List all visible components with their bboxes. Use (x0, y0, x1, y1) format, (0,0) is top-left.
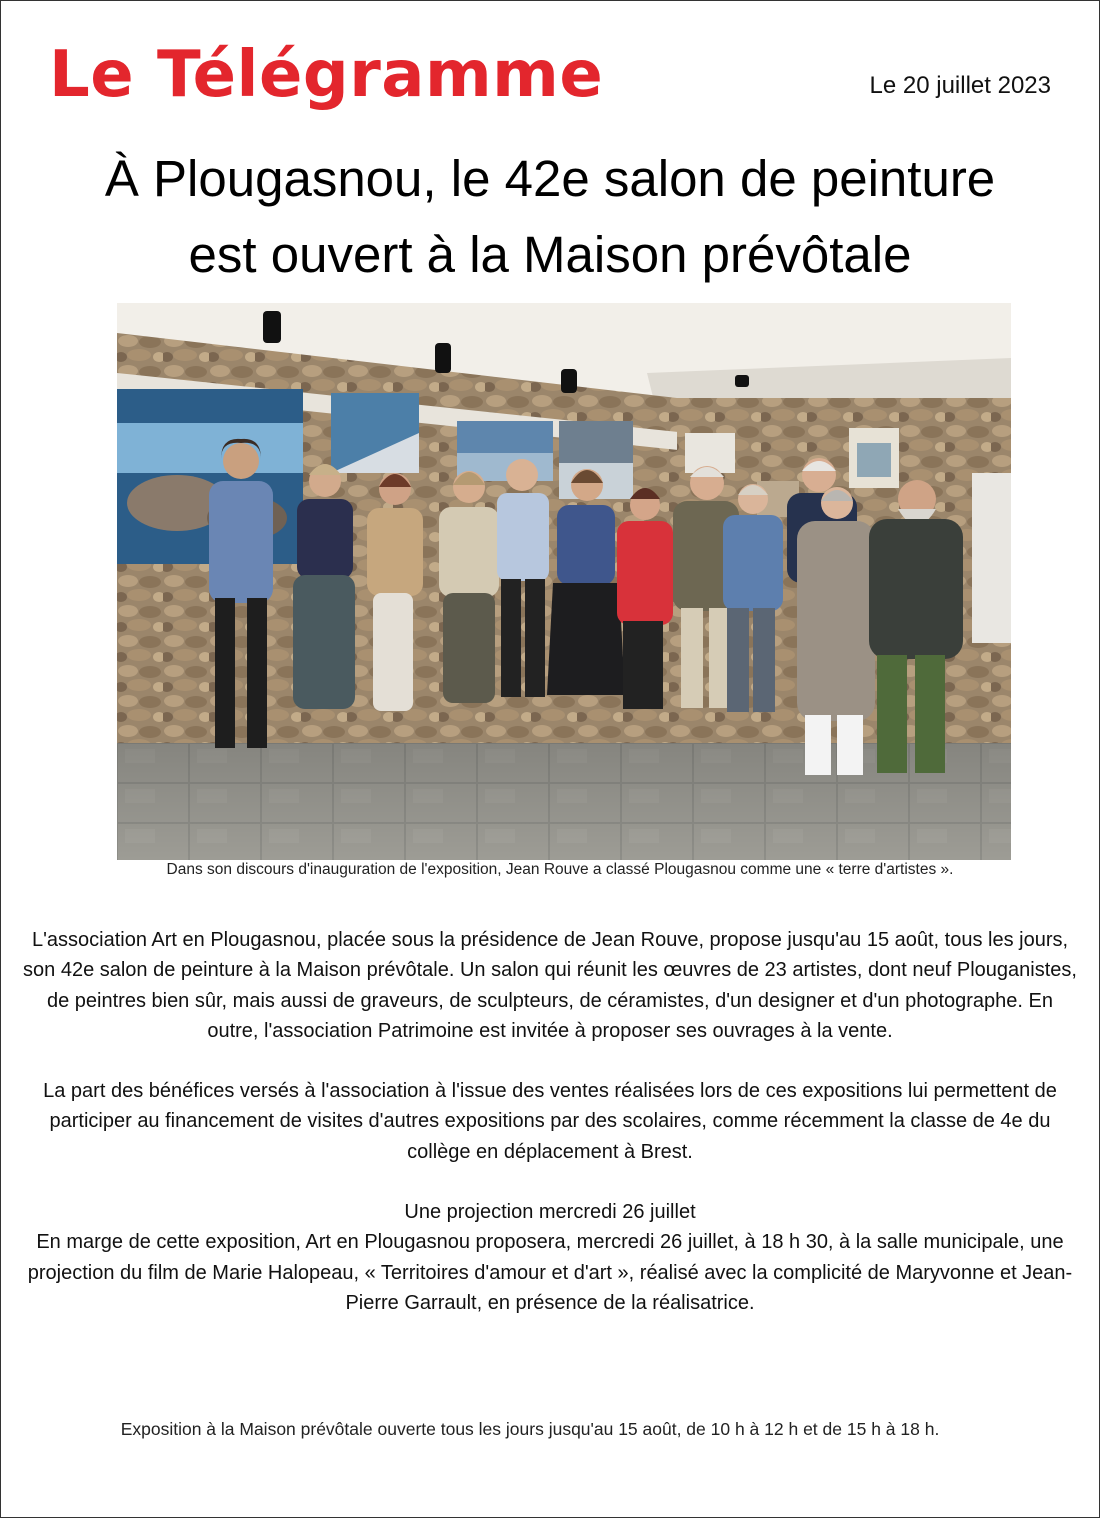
article-paragraph-3: En marge de cette exposition, Art en Plougasnou proposera, mercredi 26 juillet, à 18 h 30, à la salle municipale, une projection du film de Marie Halopeau, « Territoires d'amour et d'art », réalisé avec la complicité de Maryvonne et Jean-Pierre Garrault, en présence de la réalisatrice. (27, 1231, 1073, 1314)
exhibition-hours-note: Exposition à la Maison prévôtale ouverte tous les jours jusqu'au 15 août, de 10 h à 12 h et de 15 h à 18 h. (120, 1419, 940, 1439)
group-photo-illustration (117, 303, 1011, 860)
headline-line-2: est ouvert à la Maison prévôtale (188, 226, 912, 283)
group-photo (117, 303, 1011, 860)
newspaper-logo: Le Télégramme (49, 38, 604, 112)
article-body (23, 925, 1077, 1348)
article-paragraph-2: La part des bénéfices versés à l'association à l'issue des ventes réalisées lors de ces expositions lui permettent de participer au financement de visites d'autres expositions par des scolaires, comme récemment la classe de 4e du collège en déplacement à Brest. (43, 1080, 1057, 1163)
photo-caption: Dans son discours d'inauguration de l'exposition, Jean Rouve a classé Plougasnou comme une « terre d'artistes ». (166, 861, 954, 878)
headline (21, 141, 1079, 293)
publication-date: Le 20 juillet 2023 (869, 72, 1051, 99)
headline-line-1: À Plougasnou, le 42e salon de peinture (104, 150, 996, 207)
article-subheading: Une projection mercredi 26 juillet (404, 1201, 696, 1224)
article-paragraph-1: L'association Art en Plougasnou, placée sous la présidence de Jean Rouve, propose jusqu'au 15 août, tous les jours, son 42e salon de peinture à la Maison prévôtale. Un salon qui réunit les œuvres de 23 artistes, dont neuf Plouganistes, de peintres bien sûr, mais aussi de graveurs, de sculpteurs, de céramistes, d'un designer et d'un photographe. En outre, l'association Patrimoine est invitée à proposer ses ouvrages à la vente. (23, 929, 1077, 1042)
